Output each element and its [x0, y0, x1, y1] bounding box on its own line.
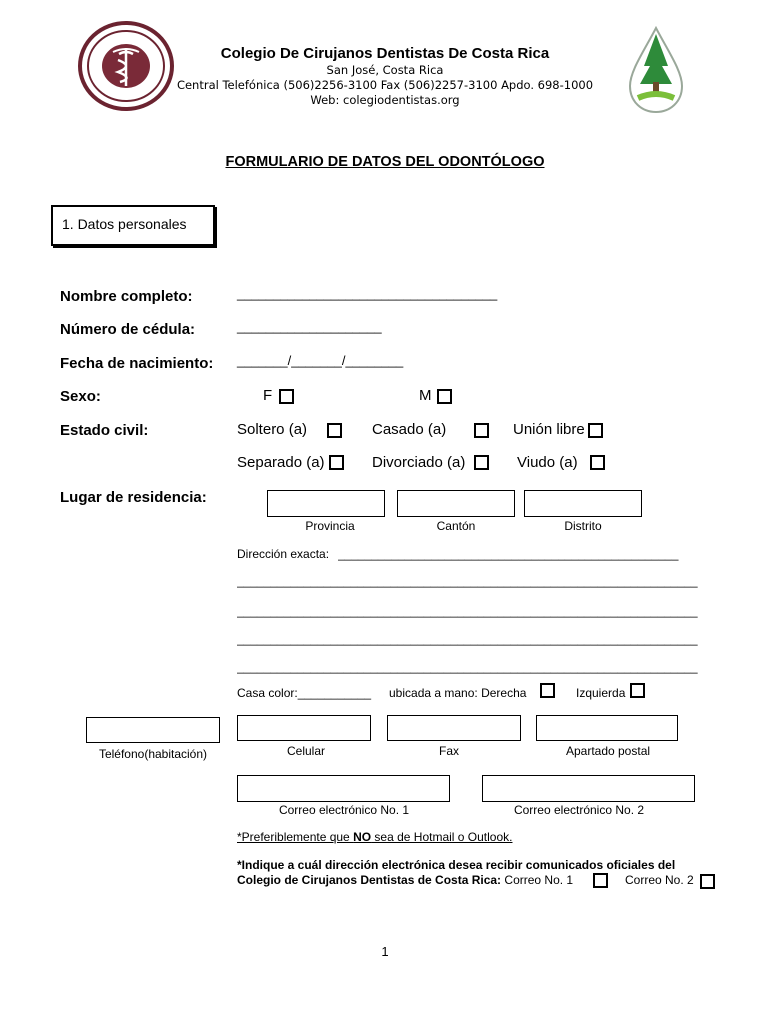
celular-caption: Celular: [286, 744, 325, 758]
separado-checkbox[interactable]: [329, 455, 344, 470]
celular-input[interactable]: [237, 715, 371, 741]
soltero-label: Soltero (a): [237, 421, 308, 438]
izquierda-checkbox[interactable]: [630, 683, 645, 698]
indique-line1: *Indique a cuál dirección electrónica desea recibir comunicados oficiales del: [237, 858, 676, 872]
cedula-field[interactable]: ____________________: [237, 319, 382, 334]
union-checkbox[interactable]: [588, 423, 603, 438]
casado-checkbox[interactable]: [474, 423, 489, 438]
residencia-label: Lugar de residencia:: [60, 489, 207, 506]
section-heading-box: [51, 205, 215, 246]
izquierda-label: Izquierda: [576, 686, 626, 700]
preference-note: [237, 830, 512, 844]
sexo-f-checkbox[interactable]: [279, 389, 294, 404]
correo-no2-checkbox[interactable]: [700, 874, 715, 889]
correo1-caption: Correo electrónico No. 1: [278, 803, 410, 817]
sexo-m-label: M: [419, 387, 432, 404]
correo2-caption: Correo electrónico No. 2: [513, 803, 645, 817]
direccion-line-1[interactable]: _____________________________________________________________________: [237, 574, 698, 588]
correo-no1-label: Correo No. 1: [504, 873, 574, 887]
pref-suffix: sea de Hotmail o Outlook.: [371, 830, 513, 844]
indique-line2-bold: Colegio de Cirujanos Dentistas de Costa Rica:: [237, 873, 502, 887]
direccion-field[interactable]: ___________________________________________________: [338, 547, 679, 561]
distrito-input[interactable]: [524, 490, 642, 517]
derecha-checkbox[interactable]: [540, 683, 555, 698]
caduceus-icon: [118, 52, 134, 82]
distrito-caption: Distrito: [564, 519, 602, 533]
page-number: 1: [381, 944, 389, 959]
org-city: San José, Costa Rica: [326, 63, 444, 77]
fax-input[interactable]: [387, 715, 521, 741]
pref-prefix: *Preferiblemente que: [237, 830, 354, 844]
nombre-field[interactable]: ____________________________________: [237, 286, 498, 301]
viudo-checkbox[interactable]: [590, 455, 605, 470]
correo2-input[interactable]: [482, 775, 695, 802]
nombre-label: Nombre completo:: [60, 288, 193, 305]
viudo-label: Viudo (a): [517, 454, 578, 471]
canton-caption: Cantón: [436, 519, 476, 533]
sexo-label: Sexo:: [60, 388, 101, 405]
section-heading: 1. Datos personales: [62, 216, 187, 232]
separado-label: Separado (a): [237, 454, 325, 471]
fax-caption: Fax: [438, 744, 459, 758]
tree-drop-icon: [648, 40, 664, 70]
correo-no1-checkbox[interactable]: [593, 873, 608, 888]
fecha-field[interactable]: _______/_______/________: [237, 353, 404, 368]
canton-input[interactable]: [397, 490, 515, 517]
cedula-label: Número de cédula:: [60, 321, 196, 338]
indique-line2: [237, 873, 573, 887]
casa-color-field[interactable]: Casa color:___________: [237, 686, 372, 700]
divorciado-label: Divorciado (a): [372, 454, 466, 471]
divorciado-checkbox[interactable]: [474, 455, 489, 470]
form-title: FORMULARIO DE DATOS DEL ODONTÓLOGO: [225, 154, 545, 170]
direccion-label: Dirección exacta:: [237, 547, 330, 561]
apartado-caption: Apartado postal: [565, 744, 651, 758]
direccion-line-4[interactable]: _____________________________________________________________________: [237, 660, 698, 674]
fecha-label: Fecha de nacimiento:: [60, 355, 214, 372]
apartado-input[interactable]: [536, 715, 678, 741]
org-contact: Central Telefónica (506)2256-3100 Fax (506)2257-3100 Apdo. 698-1000: [176, 78, 594, 92]
org-name: Colegio De Cirujanos Dentistas De Costa Rica: [220, 45, 550, 62]
correo1-input[interactable]: [237, 775, 450, 802]
provincia-caption: Provincia: [305, 519, 355, 533]
pref-no: NO: [353, 830, 372, 844]
telefono-caption: Teléfono(habitación): [98, 747, 208, 761]
sexo-f-label: F: [263, 387, 273, 404]
ubicada-label: ubicada a mano: Derecha: [389, 686, 527, 700]
sexo-m-checkbox[interactable]: [437, 389, 452, 404]
soltero-checkbox[interactable]: [327, 423, 342, 438]
telefono-input[interactable]: [86, 717, 220, 743]
correo-no2-label: Correo No. 2: [625, 873, 694, 887]
provincia-input[interactable]: [267, 490, 385, 517]
org-web: Web: colegiodentistas.org: [310, 93, 460, 107]
direccion-line-2[interactable]: _____________________________________________________________________: [237, 604, 698, 618]
casado-label: Casado (a): [372, 421, 447, 438]
union-label: Unión libre: [513, 421, 585, 438]
direccion-line-3[interactable]: _____________________________________________________________________: [237, 632, 698, 646]
estado-civil-label: Estado civil:: [60, 422, 149, 439]
